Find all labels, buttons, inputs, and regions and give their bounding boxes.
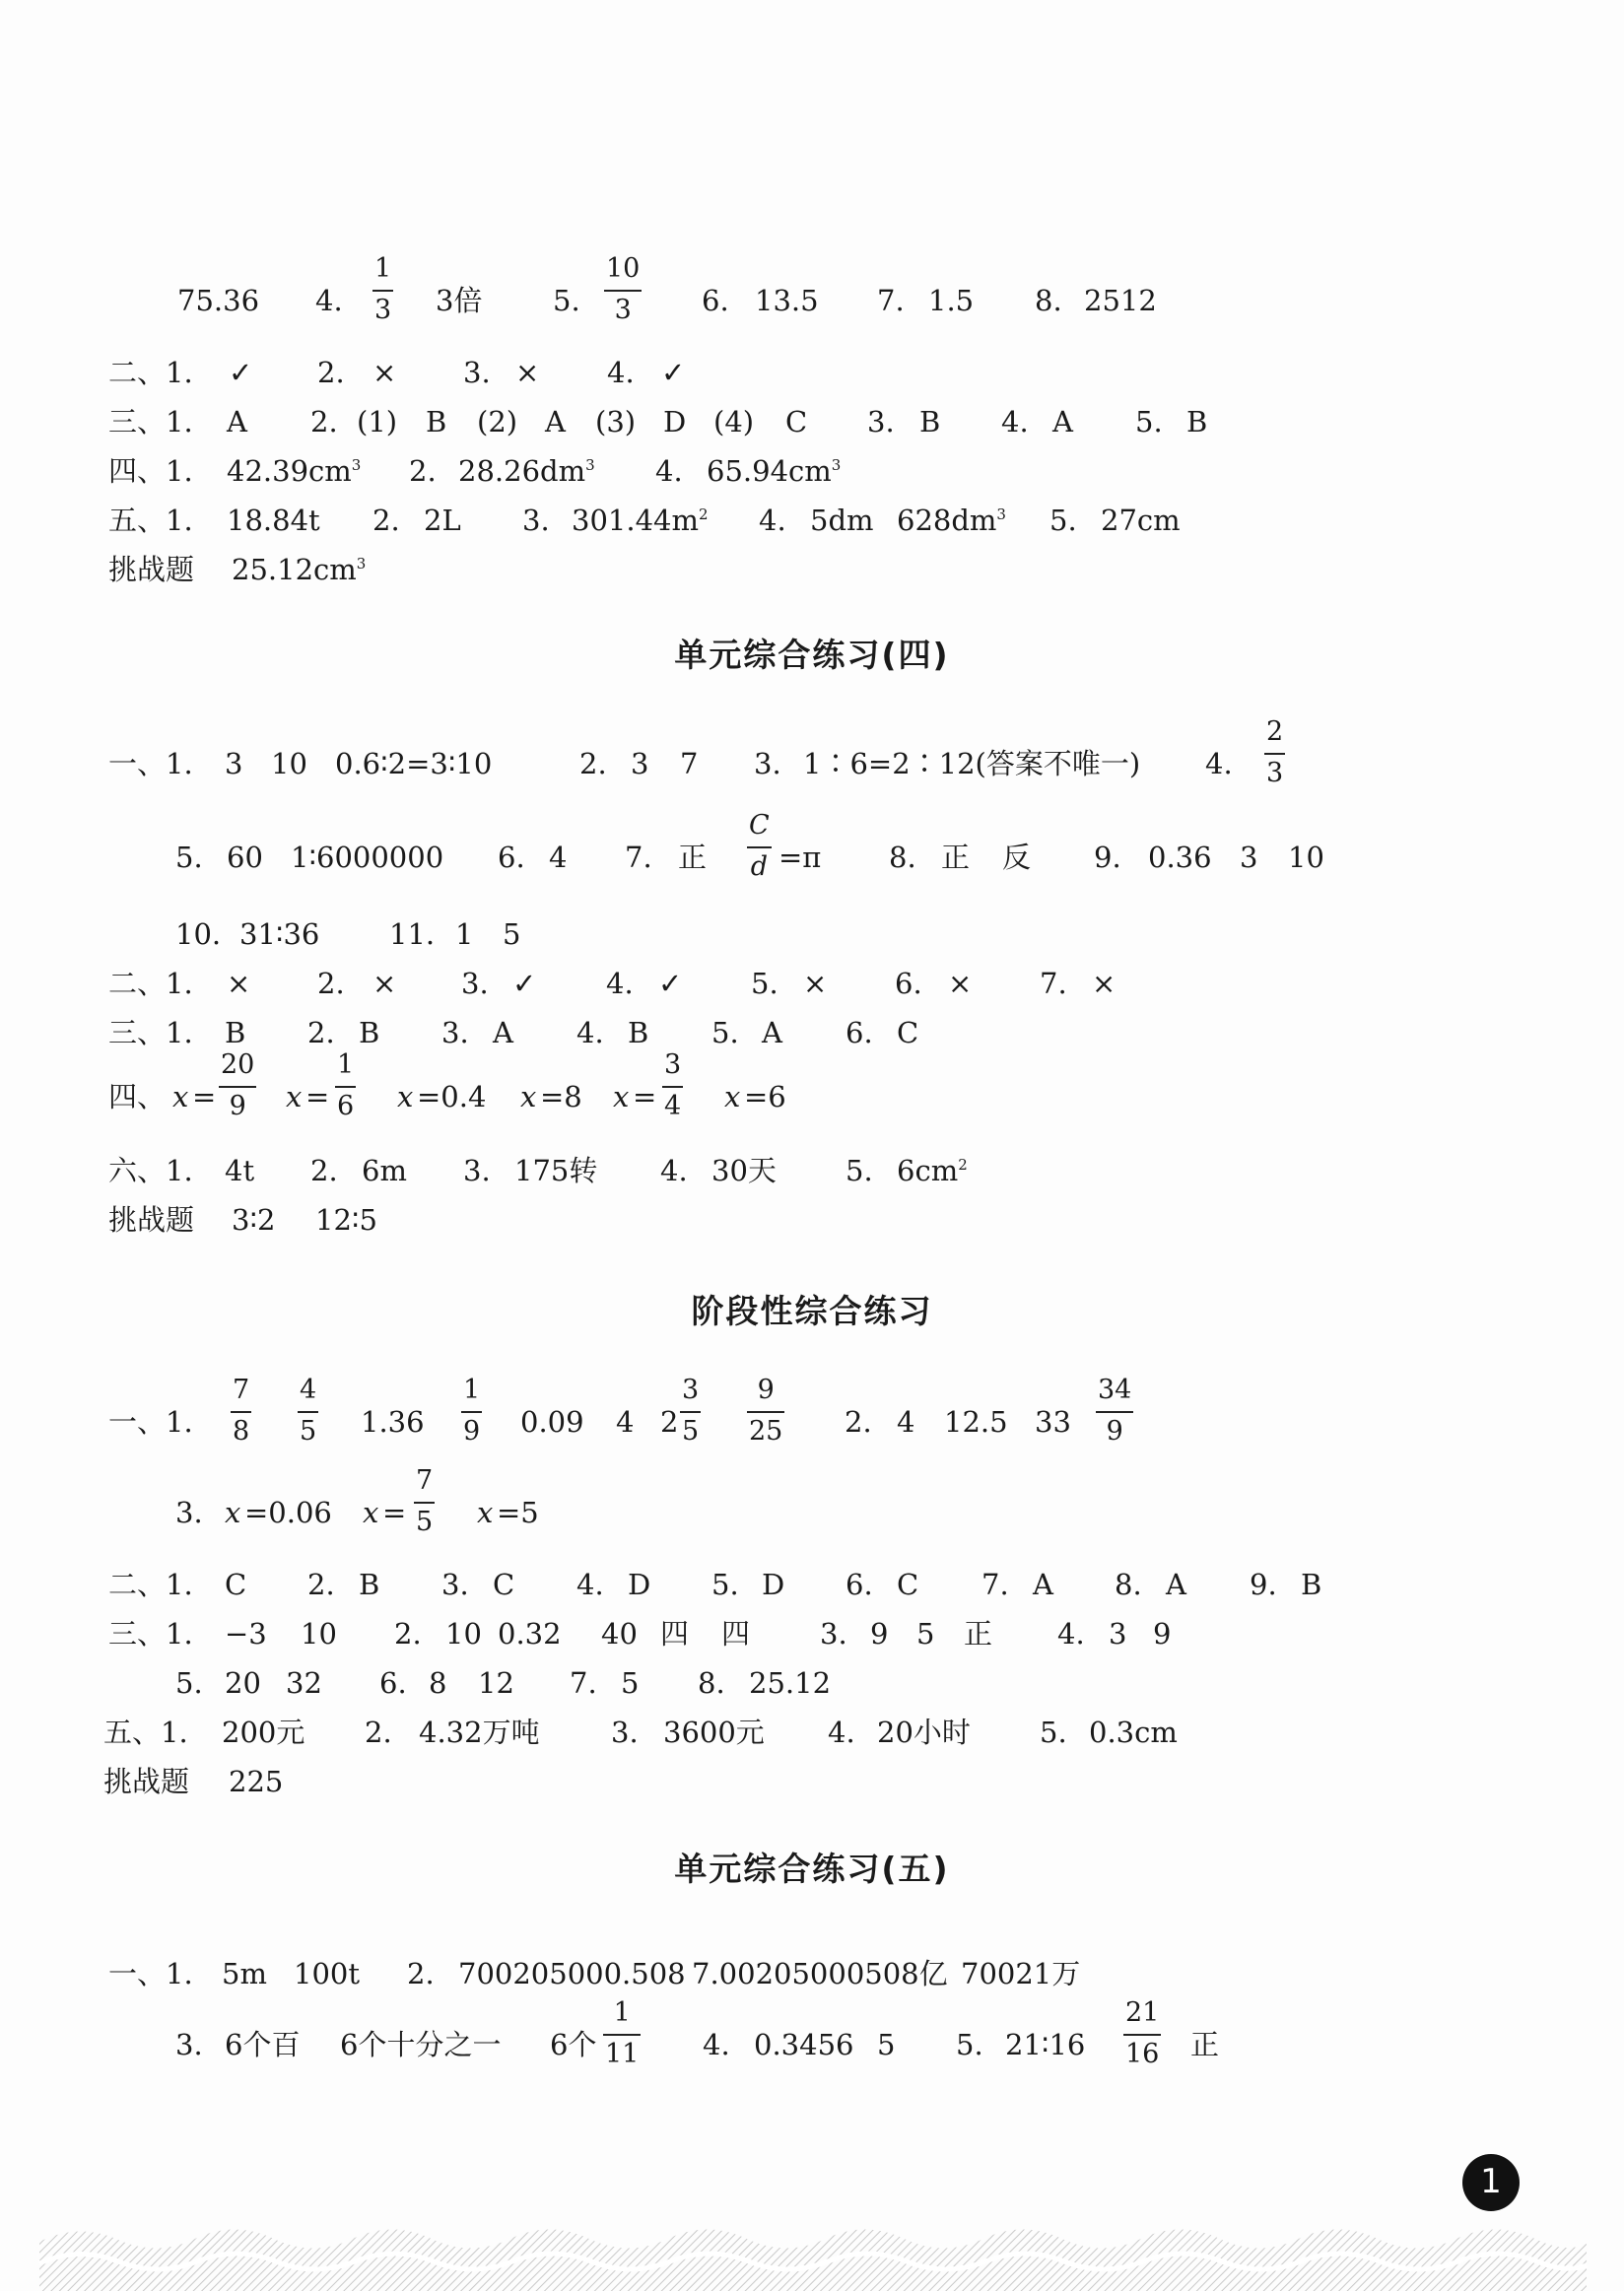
section-label: 五、1.	[103, 1716, 188, 1749]
answer: B	[919, 405, 941, 438]
exponent: 3	[996, 505, 1006, 523]
variable-x: x	[172, 1080, 189, 1113]
answer: 18.84t	[227, 504, 320, 537]
question-number: 2.	[317, 356, 345, 389]
answer: 3600元	[663, 1716, 765, 1749]
answer: 12.5	[944, 1405, 1008, 1439]
fraction	[298, 1376, 318, 1447]
numerator: 1	[374, 253, 392, 284]
variable-x: x	[397, 1080, 414, 1113]
answer: 3	[1109, 1617, 1127, 1651]
question-number: 5.	[175, 1666, 203, 1700]
answer: B	[225, 1016, 246, 1049]
exponent: 3	[351, 456, 362, 474]
question-number: 7.	[625, 841, 652, 874]
question-number: 4.	[828, 1716, 855, 1749]
answer: 3	[1240, 841, 1258, 874]
question-number: 2.	[407, 1957, 435, 1990]
answer: 5	[621, 1666, 640, 1700]
question-number: 4.	[1001, 405, 1029, 438]
answer: B	[628, 1016, 649, 1049]
answer: 3	[225, 747, 243, 780]
fraction	[1264, 717, 1285, 788]
check-mark: ✓	[658, 967, 683, 1000]
answer: B	[1186, 405, 1208, 438]
answer: 700205000.508	[458, 1957, 686, 1990]
question-number: 2.	[409, 454, 437, 488]
fraction	[414, 1466, 435, 1537]
answer: 正	[941, 841, 971, 874]
answer: 32	[286, 1666, 322, 1700]
answer: =0.06	[244, 1496, 332, 1529]
denominator: 6	[337, 1091, 355, 1121]
question-number: 3.	[461, 967, 489, 1000]
question-number: 5.	[711, 1016, 739, 1049]
section-label: 一、1.	[108, 1957, 193, 1990]
answer: A	[493, 1016, 513, 1049]
denominator: 5	[300, 1416, 317, 1447]
mixed-whole: 2	[660, 1405, 679, 1439]
answer: =5	[497, 1496, 539, 1529]
answer: C	[225, 1568, 247, 1601]
numerator: 3	[682, 1375, 700, 1405]
value: 25.12cm	[232, 553, 357, 586]
question-number: 6.	[846, 1568, 873, 1601]
fraction	[219, 1050, 256, 1121]
denominator: 16	[1125, 2039, 1160, 2069]
answer	[232, 545, 366, 594]
denominator: 3	[614, 295, 632, 325]
question-number: 4.	[759, 504, 786, 537]
section-label: 三、1.	[108, 405, 193, 438]
value: 301.44m	[572, 504, 699, 537]
answer: 1.36	[361, 1405, 425, 1439]
question-number: 9.	[1094, 841, 1121, 874]
answer: 12	[478, 1666, 514, 1700]
section-heading: 单元综合练习(五)	[674, 1850, 950, 1888]
answer: 40	[601, 1617, 638, 1651]
question-number: 2.	[394, 1617, 422, 1651]
numerator: C	[749, 810, 770, 841]
section-label: 四、1.	[108, 454, 193, 488]
numerator: 1	[463, 1375, 481, 1405]
sub-number: (3)	[595, 405, 637, 438]
answer: 31∶36	[239, 917, 320, 951]
denominator: 11	[605, 2039, 640, 2069]
check-mark: ✓	[661, 356, 686, 389]
answer: 25.12	[749, 1666, 832, 1700]
question-number: 2.	[310, 1154, 338, 1187]
question-number: 2.	[372, 504, 400, 537]
denominator: 9	[463, 1416, 481, 1447]
sub-number: (1)	[357, 405, 398, 438]
variable-x: x	[613, 1080, 630, 1113]
numerator: 1	[337, 1049, 355, 1080]
question-number: 5.	[846, 1154, 873, 1187]
fraction	[603, 1998, 641, 2069]
question-number: 5.	[1049, 504, 1077, 537]
question-number: 2.	[579, 747, 607, 780]
answer: A	[227, 405, 247, 438]
answer: 反	[1002, 841, 1032, 874]
answer: 200元	[222, 1716, 305, 1749]
answer: 4	[897, 1405, 915, 1439]
answer: 5	[877, 2028, 896, 2061]
variable-x: x	[477, 1496, 494, 1529]
question-number: 3.	[463, 1154, 491, 1187]
numerator: 3	[664, 1049, 682, 1080]
question-number: 5.	[711, 1568, 739, 1601]
question-number: 5.	[1135, 405, 1163, 438]
question-number: 5.	[175, 841, 203, 874]
answer: =8	[540, 1080, 582, 1113]
question-number: 5.	[956, 2028, 983, 2061]
section-heading: 阶段性综合练习	[691, 1292, 933, 1330]
question-number: 3.	[867, 405, 895, 438]
equals-sign: =	[192, 1080, 217, 1113]
question-number: 3.	[522, 504, 550, 537]
answer: C	[897, 1568, 919, 1601]
answer: 13.5	[755, 284, 819, 317]
section-label: 六、1.	[108, 1154, 193, 1187]
wave-decoration	[0, 2183, 1624, 2291]
answer	[897, 496, 1006, 545]
denominator: 8	[233, 1416, 250, 1447]
answer	[458, 446, 595, 496]
answer: C	[493, 1568, 515, 1601]
question-number: 4.	[1057, 1617, 1085, 1651]
fraction	[1096, 1376, 1133, 1447]
question-number: 2.	[317, 967, 345, 1000]
section-label: 二、1.	[108, 356, 193, 389]
denominator: 9	[229, 1091, 246, 1121]
question-number: 4.	[607, 356, 635, 389]
answer: 20小时	[877, 1716, 971, 1749]
denominator: d	[750, 851, 768, 882]
question-number: 2.	[307, 1016, 335, 1049]
numerator: 1	[613, 1997, 631, 2028]
equals-sign: =	[633, 1080, 657, 1113]
answer: 1.5	[928, 284, 975, 317]
question-number: 4.	[315, 284, 343, 317]
numerator: 4	[300, 1375, 317, 1405]
page-number: 1	[1462, 2154, 1520, 2211]
answer: 10	[1288, 841, 1324, 874]
fraction	[680, 1376, 701, 1447]
cross-mark: ×	[948, 967, 973, 1000]
fraction	[747, 1376, 784, 1447]
answer: B	[359, 1016, 380, 1049]
question-number: 3.	[611, 1716, 639, 1749]
answer	[897, 1146, 968, 1195]
answer: C	[897, 1016, 919, 1049]
question-number: 3.	[175, 2028, 203, 2061]
answer: 9	[870, 1617, 889, 1651]
answer: 3	[631, 747, 649, 780]
answer: 4	[549, 841, 568, 874]
answer: 0.3456	[754, 2028, 854, 2061]
question-number: 5.	[1040, 1716, 1067, 1749]
answer: 0.32	[498, 1617, 562, 1651]
denominator: 25	[749, 1416, 783, 1447]
answer: 30天	[711, 1154, 777, 1187]
section-label: 二、1.	[108, 967, 193, 1000]
fraction	[372, 254, 393, 325]
denominator: 5	[416, 1507, 434, 1537]
numerator: 20	[221, 1049, 255, 1080]
answer: B	[426, 405, 447, 438]
sub-number: (2)	[477, 405, 518, 438]
answer: 四	[721, 1617, 751, 1651]
question-number: 4.	[703, 2028, 730, 2061]
answer: 2512	[1084, 284, 1157, 317]
variable-x: x	[724, 1080, 741, 1113]
answer: 正	[964, 1617, 993, 1651]
question-number: 8.	[1035, 284, 1062, 317]
answer: 0.3cm	[1089, 1716, 1178, 1749]
answer: 10	[301, 1617, 337, 1651]
exponent: 3	[585, 456, 595, 474]
question-number: 5.	[751, 967, 778, 1000]
exponent: 3	[356, 555, 367, 573]
answer: 5dm	[810, 504, 874, 537]
question-number: 5.	[553, 284, 580, 317]
fraction	[461, 1376, 482, 1447]
sub-number: (4)	[713, 405, 755, 438]
answer	[572, 496, 709, 545]
question-number: 4.	[576, 1568, 604, 1601]
answer: 175转	[514, 1154, 598, 1187]
answer: 10	[445, 1617, 482, 1651]
answer: 4	[616, 1405, 635, 1439]
fraction	[604, 254, 642, 325]
question-number: 3.	[463, 356, 491, 389]
question-number: 6.	[702, 284, 729, 317]
question-number: 2.	[845, 1405, 872, 1439]
section-label: 四、	[108, 1080, 167, 1113]
answer: 1∶6=2∶12(答案不唯一)	[803, 747, 1141, 780]
answer: 12∶5	[315, 1203, 377, 1237]
denominator: 3	[374, 295, 392, 325]
value: 28.26dm	[458, 454, 586, 488]
numerator: 10	[606, 253, 641, 284]
question-number: 6.	[846, 1016, 873, 1049]
question-number: 4.	[655, 454, 683, 488]
challenge-label: 挑战题	[108, 1203, 195, 1237]
question-number: 4.	[1205, 747, 1233, 780]
question-number: 7.	[981, 1568, 1009, 1601]
answer: D	[762, 1568, 785, 1601]
cross-mark: ×	[1092, 967, 1116, 1000]
answer: 6个	[550, 2028, 597, 2061]
numerator: 7	[233, 1375, 250, 1405]
section-label: 三、1.	[108, 1016, 193, 1049]
answer: =π	[778, 841, 822, 874]
answer: A	[762, 1016, 782, 1049]
question-number: 6.	[379, 1666, 407, 1700]
numerator: 34	[1098, 1375, 1132, 1405]
fraction	[1123, 1998, 1161, 2069]
answer: =6	[744, 1080, 786, 1113]
question-number: 8.	[698, 1666, 725, 1700]
question-number: 3.	[820, 1617, 847, 1651]
variable-x: x	[286, 1080, 303, 1113]
question-number: 6.	[895, 967, 922, 1000]
answer	[707, 446, 841, 496]
answer: 正	[678, 841, 708, 874]
question-number: 3.	[441, 1568, 469, 1601]
answer: C	[785, 405, 808, 438]
numerator: 21	[1125, 1997, 1160, 2028]
answer: B	[1301, 1568, 1322, 1601]
answer: 27cm	[1101, 504, 1181, 537]
question-number: 10.	[175, 917, 222, 951]
exponent: 3	[831, 456, 842, 474]
answer: 3倍	[436, 284, 483, 317]
question-number: 4.	[606, 967, 634, 1000]
cross-mark: ×	[515, 356, 540, 389]
check-mark: ✓	[229, 356, 253, 389]
answer: 0.36	[1148, 841, 1212, 874]
fraction	[747, 811, 772, 882]
fraction	[662, 1050, 683, 1121]
answer: 9	[1153, 1617, 1172, 1651]
cross-mark: ×	[372, 967, 397, 1000]
challenge-label: 挑战题	[108, 553, 195, 586]
value: 42.39cm	[227, 454, 352, 488]
section-label: 一、1.	[108, 747, 193, 780]
variable-x: x	[363, 1496, 379, 1529]
answer: 21∶16	[1005, 2028, 1086, 2061]
answer: 1∶6000000	[291, 841, 444, 874]
answer: 正	[1190, 2028, 1220, 2061]
denominator: 3	[1266, 758, 1284, 788]
answer: 4.32万吨	[419, 1716, 540, 1749]
section-label: 五、1.	[108, 504, 193, 537]
fraction	[231, 1376, 251, 1447]
answer: 6个十分之一	[340, 2028, 502, 2061]
question-number: 8.	[889, 841, 916, 874]
answer: D	[663, 405, 687, 438]
check-mark: ✓	[512, 967, 537, 1000]
question-number: 7.	[570, 1666, 597, 1700]
answer: 60	[227, 841, 263, 874]
question-number: 4.	[660, 1154, 688, 1187]
value: 65.94cm	[707, 454, 832, 488]
answer: 70021万	[961, 1957, 1081, 1990]
answer: 3∶2	[232, 1203, 276, 1237]
equals-sign: =	[382, 1496, 407, 1529]
question-number: 11.	[389, 917, 436, 951]
answer: A	[1052, 405, 1073, 438]
question-number: 3.	[754, 747, 781, 780]
fraction	[335, 1050, 356, 1121]
question-number: 9.	[1250, 1568, 1277, 1601]
answer: 33	[1035, 1405, 1071, 1439]
section-heading: 单元综合练习(四)	[674, 636, 950, 674]
question-number: 7.	[1040, 967, 1067, 1000]
answer: 4t	[225, 1154, 255, 1187]
cross-mark: ×	[372, 356, 397, 389]
answer: 10	[271, 747, 307, 780]
answer: 0.09	[520, 1405, 584, 1439]
answer: 5m	[222, 1957, 267, 1990]
question-number: 2.	[365, 1716, 392, 1749]
answer: 0.6∶2=3∶10	[335, 747, 493, 780]
answer	[227, 446, 361, 496]
answer: 5	[503, 917, 521, 951]
answer: A	[1166, 1568, 1186, 1601]
answer: 6m	[362, 1154, 407, 1187]
exponent: 2	[958, 1156, 968, 1174]
answer: 7	[680, 747, 699, 780]
value: 6cm	[897, 1154, 959, 1187]
answer: 75.36	[177, 284, 260, 317]
denominator: 4	[664, 1091, 682, 1121]
answer: A	[545, 405, 566, 438]
answer: 四	[660, 1617, 690, 1651]
question-number: 8.	[1115, 1568, 1142, 1601]
answer: 7.00205000508亿	[692, 1957, 948, 1990]
answer: 6个百	[225, 2028, 301, 2061]
answer: 8	[429, 1666, 447, 1700]
denominator: 5	[682, 1416, 700, 1447]
question-number: 3.	[175, 1496, 203, 1529]
question-number: 2.	[310, 405, 338, 438]
answer: 2L	[424, 504, 461, 537]
answer: 20	[225, 1666, 261, 1700]
question-number: 2.	[307, 1568, 335, 1601]
question-number: 3.	[441, 1016, 469, 1049]
numerator: 2	[1266, 716, 1284, 747]
question-number: 6.	[498, 841, 525, 874]
variable-x: x	[520, 1080, 537, 1113]
numerator: 9	[757, 1375, 775, 1405]
exponent: 2	[698, 505, 709, 523]
answer: 100t	[294, 1957, 361, 1990]
answer: D	[628, 1568, 651, 1601]
answer: B	[359, 1568, 380, 1601]
denominator: 9	[1106, 1416, 1123, 1447]
answer: 1	[455, 917, 474, 951]
answer: 225	[229, 1765, 284, 1798]
answer: 5	[916, 1617, 935, 1651]
challenge-label: 挑战题	[103, 1765, 190, 1798]
value: 628dm	[897, 504, 997, 537]
section-label: 二、1.	[108, 1568, 193, 1601]
question-number: 7.	[877, 284, 905, 317]
cross-mark: ×	[227, 967, 251, 1000]
equals-sign: =	[305, 1080, 330, 1113]
numerator: 7	[416, 1465, 434, 1496]
variable-x: x	[225, 1496, 241, 1529]
section-label: 一、1.	[108, 1405, 193, 1439]
answer: A	[1033, 1568, 1053, 1601]
answer: −3	[225, 1617, 267, 1651]
answer: =0.4	[417, 1080, 487, 1113]
question-number: 4.	[576, 1016, 604, 1049]
cross-mark: ×	[803, 967, 828, 1000]
section-label: 三、1.	[108, 1617, 193, 1651]
